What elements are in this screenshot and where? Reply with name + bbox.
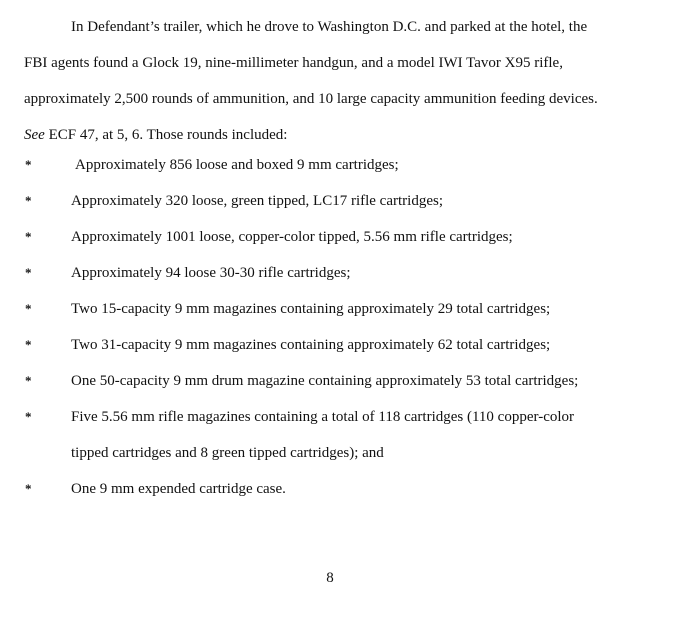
page-number: 8 — [326, 570, 334, 586]
list-item — [0, 471, 591, 507]
list-item-text: Approximately 856 loose and boxed 9 mm cartridges; — [75, 157, 399, 173]
bullet-marker: * — [25, 337, 32, 352]
list-item-text: One 9 mm expended cartridge case. — [71, 481, 286, 497]
citation-signal: See — [24, 127, 45, 143]
list-item — [0, 219, 631, 255]
bullet-marker: * — [25, 157, 32, 172]
bullet-marker: * — [25, 229, 32, 244]
list-item — [0, 255, 591, 291]
paragraph-line-1: In Defendant’s trailer, which he drove to Washington D.C. and parked at the hotel, the — [71, 19, 588, 35]
list-item-text: Approximately 1001 loose, copper-color tipped, 5.56 mm rifle cartridges; — [71, 229, 513, 245]
list-item — [0, 327, 631, 363]
body-paragraph — [24, 9, 664, 153]
bullet-marker: * — [25, 409, 32, 424]
list-item-text: One 50-capacity 9 mm drum magazine containing approximately 53 total cartridges; — [71, 373, 579, 389]
bullet-marker: * — [25, 301, 32, 316]
list-item — [0, 291, 631, 327]
bullet-marker: * — [25, 481, 32, 496]
list-item-text: Five 5.56 mm rifle magazines containing a total of 118 cartridges (110 copper-color tipped cartridges and 8 green tipped cartridges); and — [71, 409, 575, 461]
list-item — [0, 183, 591, 219]
list-item-text: Two 31-capacity 9 mm magazines containing approximately 62 total cartridges; — [71, 337, 551, 353]
bullet-marker: * — [25, 193, 32, 208]
list-item-text: Approximately 94 loose 30-30 rifle cartridges; — [71, 265, 351, 281]
paragraph-line-2: FBI agents found a Glock 19, nine-millimeter handgun, and a model IWI Tavor X95 rifle, — [24, 55, 563, 71]
list-item — [0, 363, 591, 399]
bullet-marker: * — [25, 373, 32, 388]
list-item — [0, 399, 591, 471]
list-item-text: Approximately 320 loose, green tipped, LC17 rifle cartridges; — [71, 193, 443, 209]
rounds-list — [0, 147, 694, 507]
paragraph-line-3: approximately 2,500 rounds of ammunition, and 10 large capacity ammunition feeding devices. — [24, 91, 598, 107]
list-item — [0, 147, 591, 183]
paragraph-line-4: ECF 47, at 5, 6. Those rounds included: — [44, 127, 288, 143]
bullet-marker: * — [25, 265, 32, 280]
list-item-text: Two 15-capacity 9 mm magazines containing approximately 29 total cartridges; — [71, 301, 551, 317]
